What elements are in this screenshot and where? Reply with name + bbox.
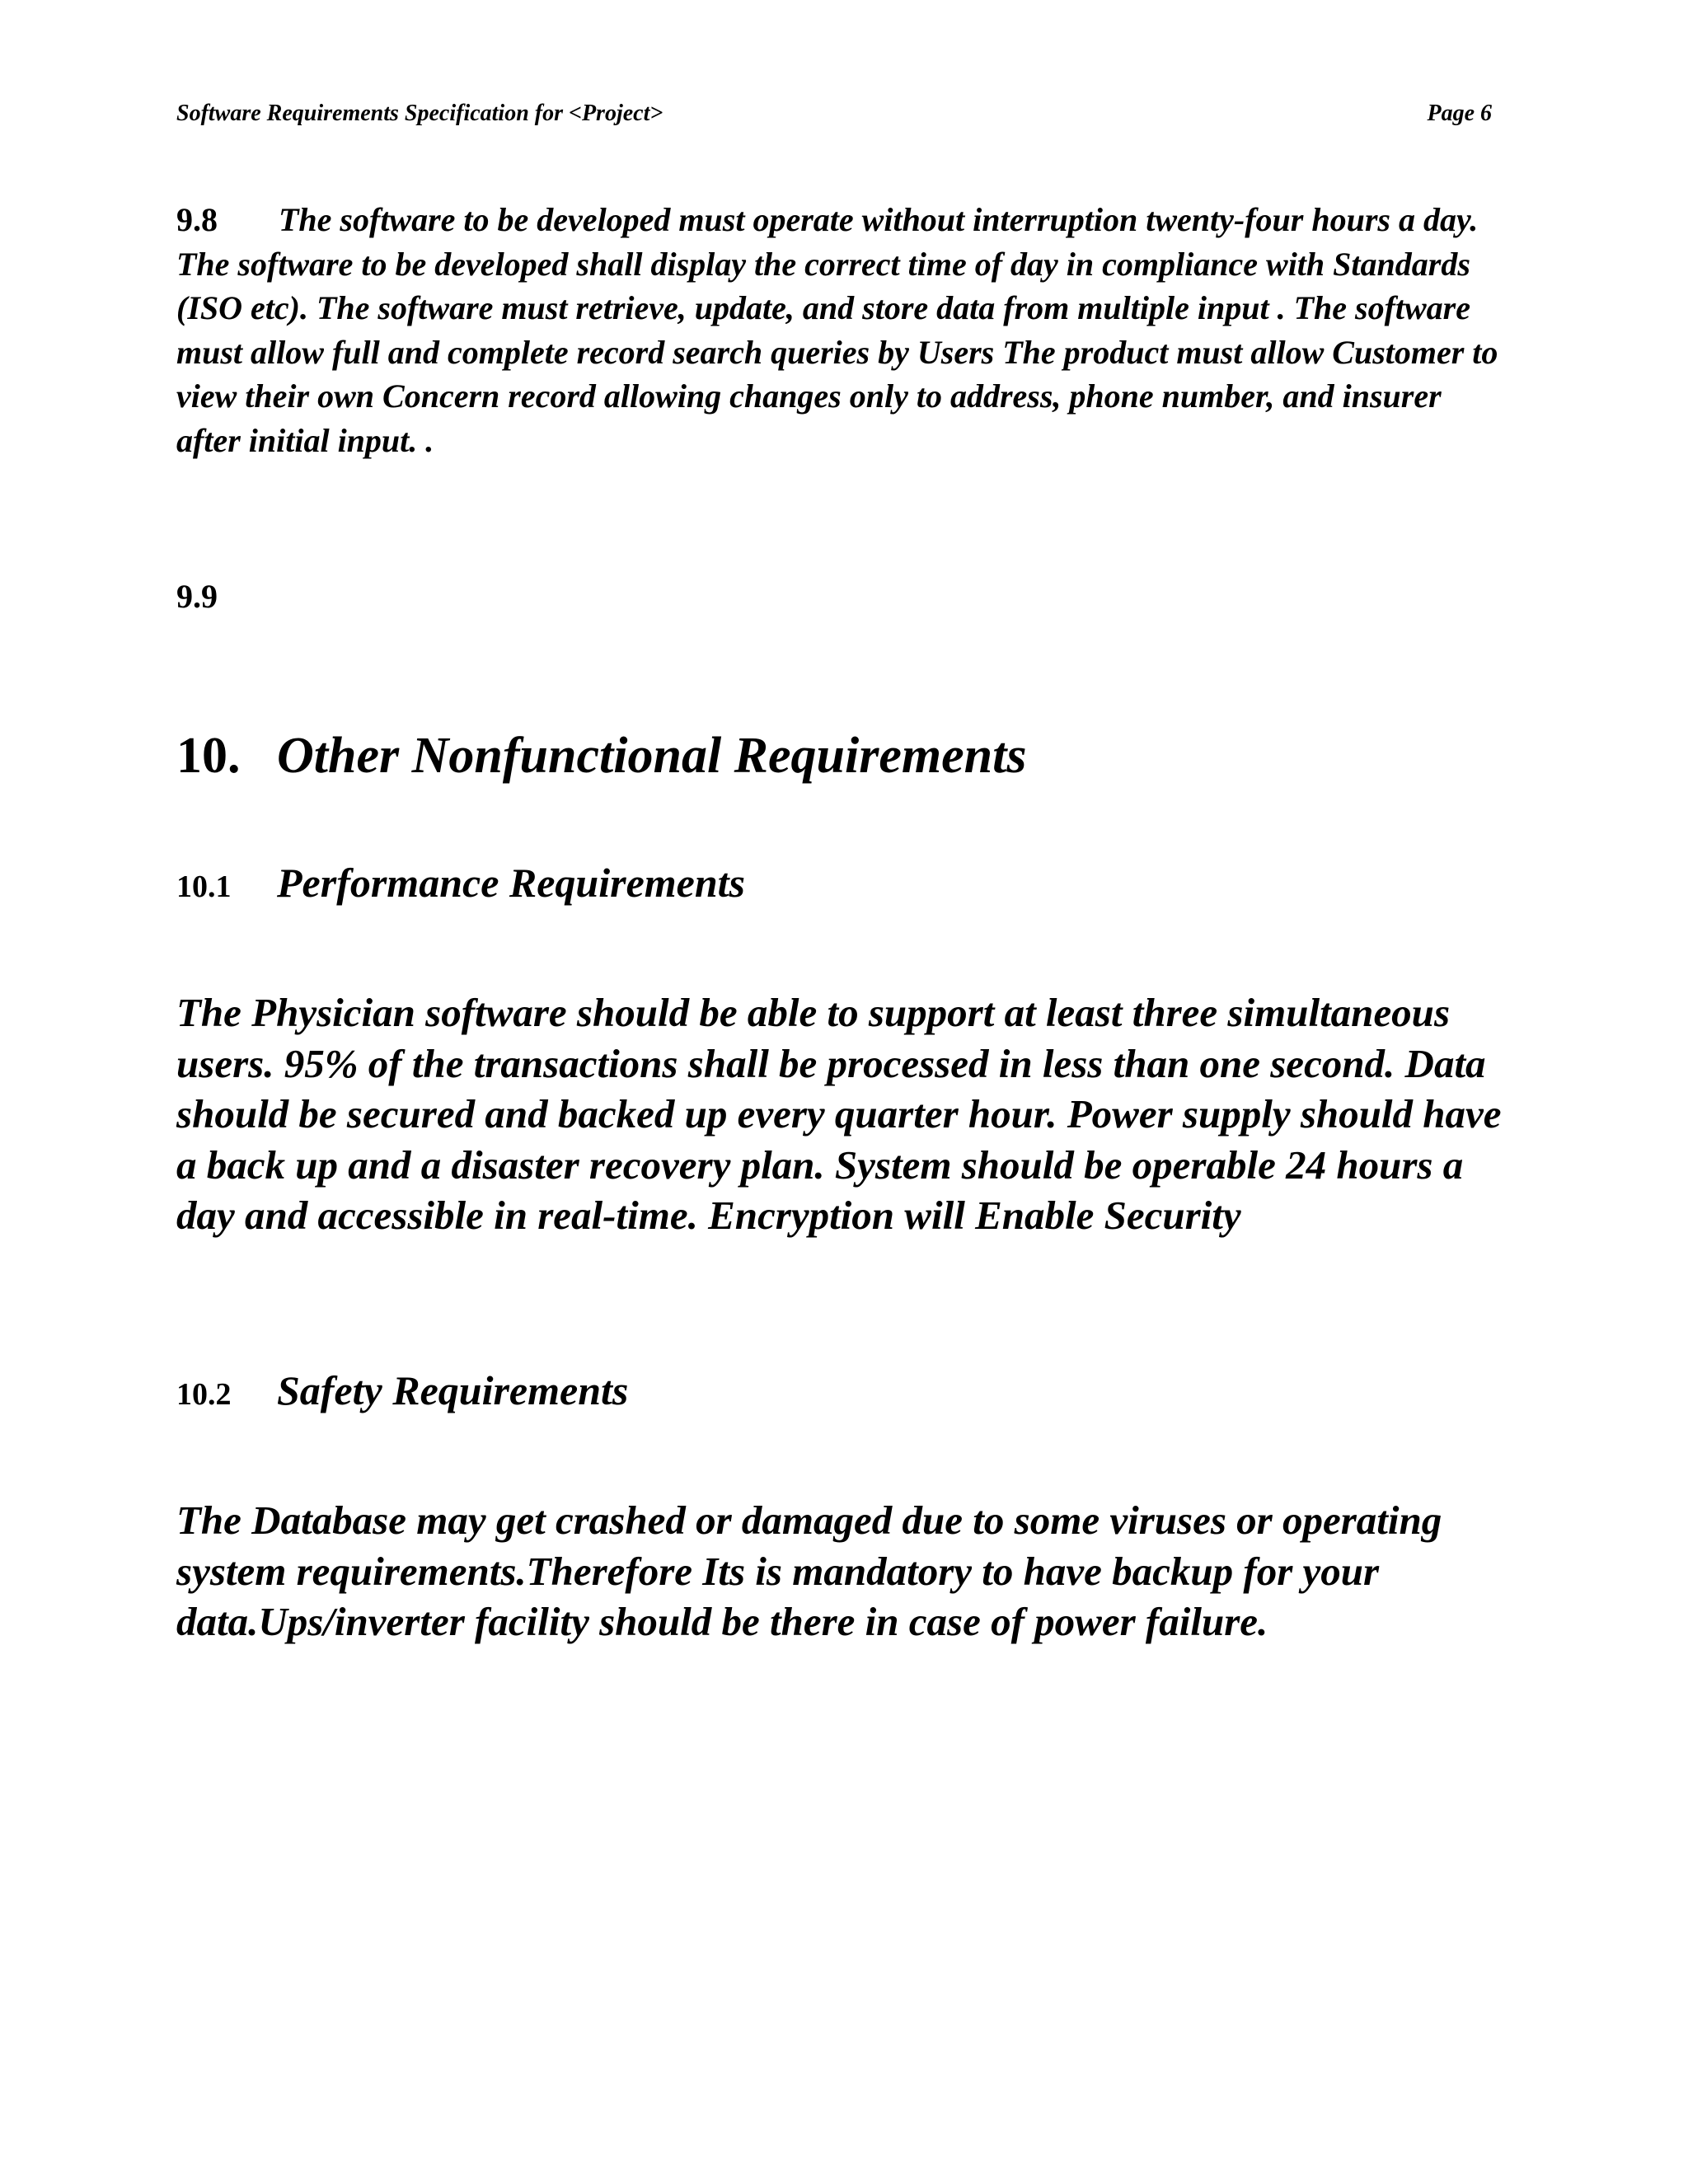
section-10-2-heading [176, 1366, 628, 1414]
section-10-2-number: 10.2 [176, 1377, 232, 1412]
safety-requirements-text: The Database may get crashed or damaged due to some viruses or operating system requirements.Therefore Its is mandatory to have backup for your data.Ups/inverter facility should be there in case of power failure. [176, 1497, 1442, 1644]
section-10-1-title: Performance Requirements [277, 860, 746, 906]
page-number: Page 6 [1427, 101, 1492, 126]
section-9-8-text: The software to be developed must operate without interruption twenty-four hours a day. The software to be developed shall display the correct time of day in compliance with Standards (ISO etc). The software must retrieve, update, and store data from multiple input . The software must allow full and complete record search queries by Users The product must allow Customer to view their own Concern record allowing changes only to address, phone number, and insurer after initial input. . [176, 201, 1498, 459]
performance-requirements-text: The Physician software should be able to support at least three simultaneous users. 95% of the transactions shall be processed in less than one second. Data should be secured and backed up every quarter hour. Power supply should have a back up and a disaster recovery plan. System should be operable 24 hours a day and accessible in real-time. Encryption will Enable Security [176, 990, 1502, 1238]
section-10-number: 10. [176, 728, 241, 784]
section-9-8 [176, 198, 1503, 462]
header-title: Software Requirements Specification for <Project> [176, 101, 663, 126]
section-10-2-title: Safety Requirements [277, 1367, 629, 1413]
section-10-1-heading [176, 859, 745, 907]
page-header [176, 101, 1492, 134]
section-9-9-number: 9.9 [176, 578, 218, 615]
section-10-1-number: 10.1 [176, 869, 232, 904]
section-10-title: Other Nonfunctional Requirements [277, 728, 1027, 784]
section-10-heading [176, 727, 1026, 785]
section-9-8-number: 9.8 [176, 201, 218, 238]
